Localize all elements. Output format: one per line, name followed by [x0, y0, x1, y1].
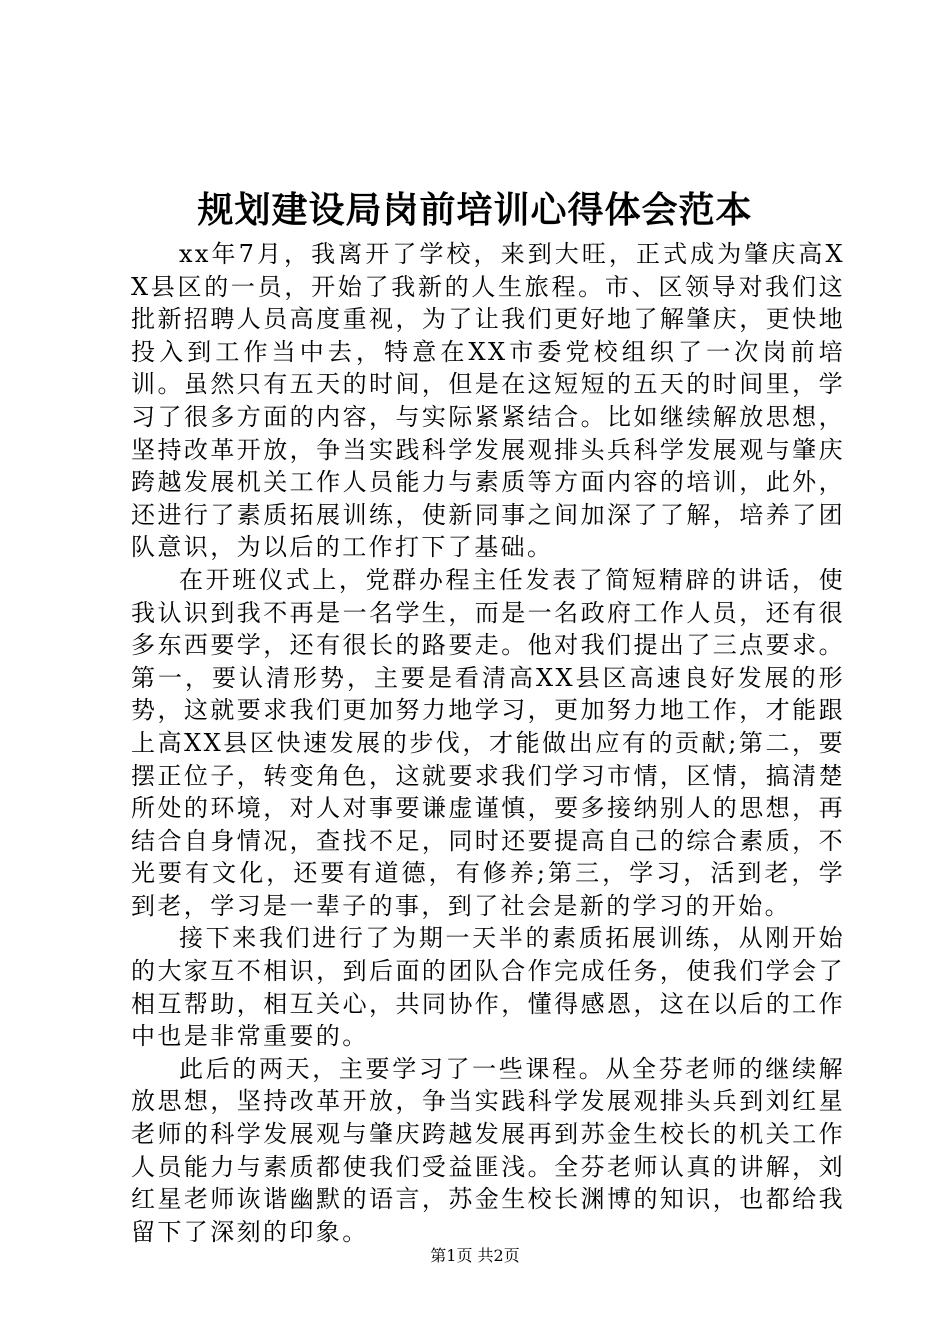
body-paragraph-3: 接下来我们进行了为期一天半的素质拓展训练，从刚开始的大家互不相识，到后面的团队合作完成任务，使我们学会了相互帮助，相互关心，共同协作，懂得感恩，这在以后的工作中也是非常重要的。 [131, 924, 845, 1051]
document-title: 规划建设局岗前培训心得体会范本 [197, 189, 753, 231]
page-number-footer: 第1页 共2页 [430, 1246, 520, 1265]
body-paragraph-4: 此后的两天，主要学习了一些课程。从全芬老师的继续解放思想，坚持改革开放，争当实践科学发展观排头兵到刘红星老师的科学发展观与肇庆跨越发展再到苏金生校长的机关工作人员能力与素质都使我们受益匪浅。全芬老师认真的讲解，刘红星老师诙谐幽默的语言，苏金生校长渊博的知识，也都给我留下了深刻的印象。 [131, 1054, 845, 1246]
document-body [131, 238, 845, 1248]
body-paragraph-1: xx年7月，我离开了学校，来到大旺，正式成为肇庆高XX县区的一员，开始了我新的人生旅程。市、区领导对我们这批新招聘人员高度重视，为了让我们更好地了解肇庆，更快地投入到工作当中去，特意在XX市委党校组织了一次岗前培训。虽然只有五天的时间，但是在这短短的五天的时间里，学习了很多方面的内容，与实际紧紧结合。比如继续解放思想，坚持改革开放，争当实践科学发展观排头兵科学发展观与肇庆跨越发展机关工作人员能力与素质等方面内容的培训，此外，还进行了素质拓展训练，使新同事之间加深了了解，培养了团队意识，为以后的工作打下了基础。 [131, 240, 845, 562]
body-paragraph-2: 在开班仪式上，党群办程主任发表了简短精辟的讲话，使我认识到我不再是一名学生，而是一名政府工作人员，还有很多东西要学，还有很长的路要走。他对我们提出了三点要求。第一，要认清形势，主要是看清高XX县区高速良好发展的形势，这就要求我们更加努力地学习，更加努力地工作，才能跟上高XX县区快速发展的步伐，才能做出应有的贡献;第二，要摆正位子，转变角色，这就要求我们学习市情，区情，搞清楚所处的环境，对人对事要谦虚谨慎，要多接纳别人的思想，再结合自身情况，查找不足，同时还要提高自己的综合素质，不光要有文化，还要有道德，有修养;第三，学习，活到老，学到老，学习是一辈子的事，到了社会是新的学习的开始。 [131, 565, 845, 920]
